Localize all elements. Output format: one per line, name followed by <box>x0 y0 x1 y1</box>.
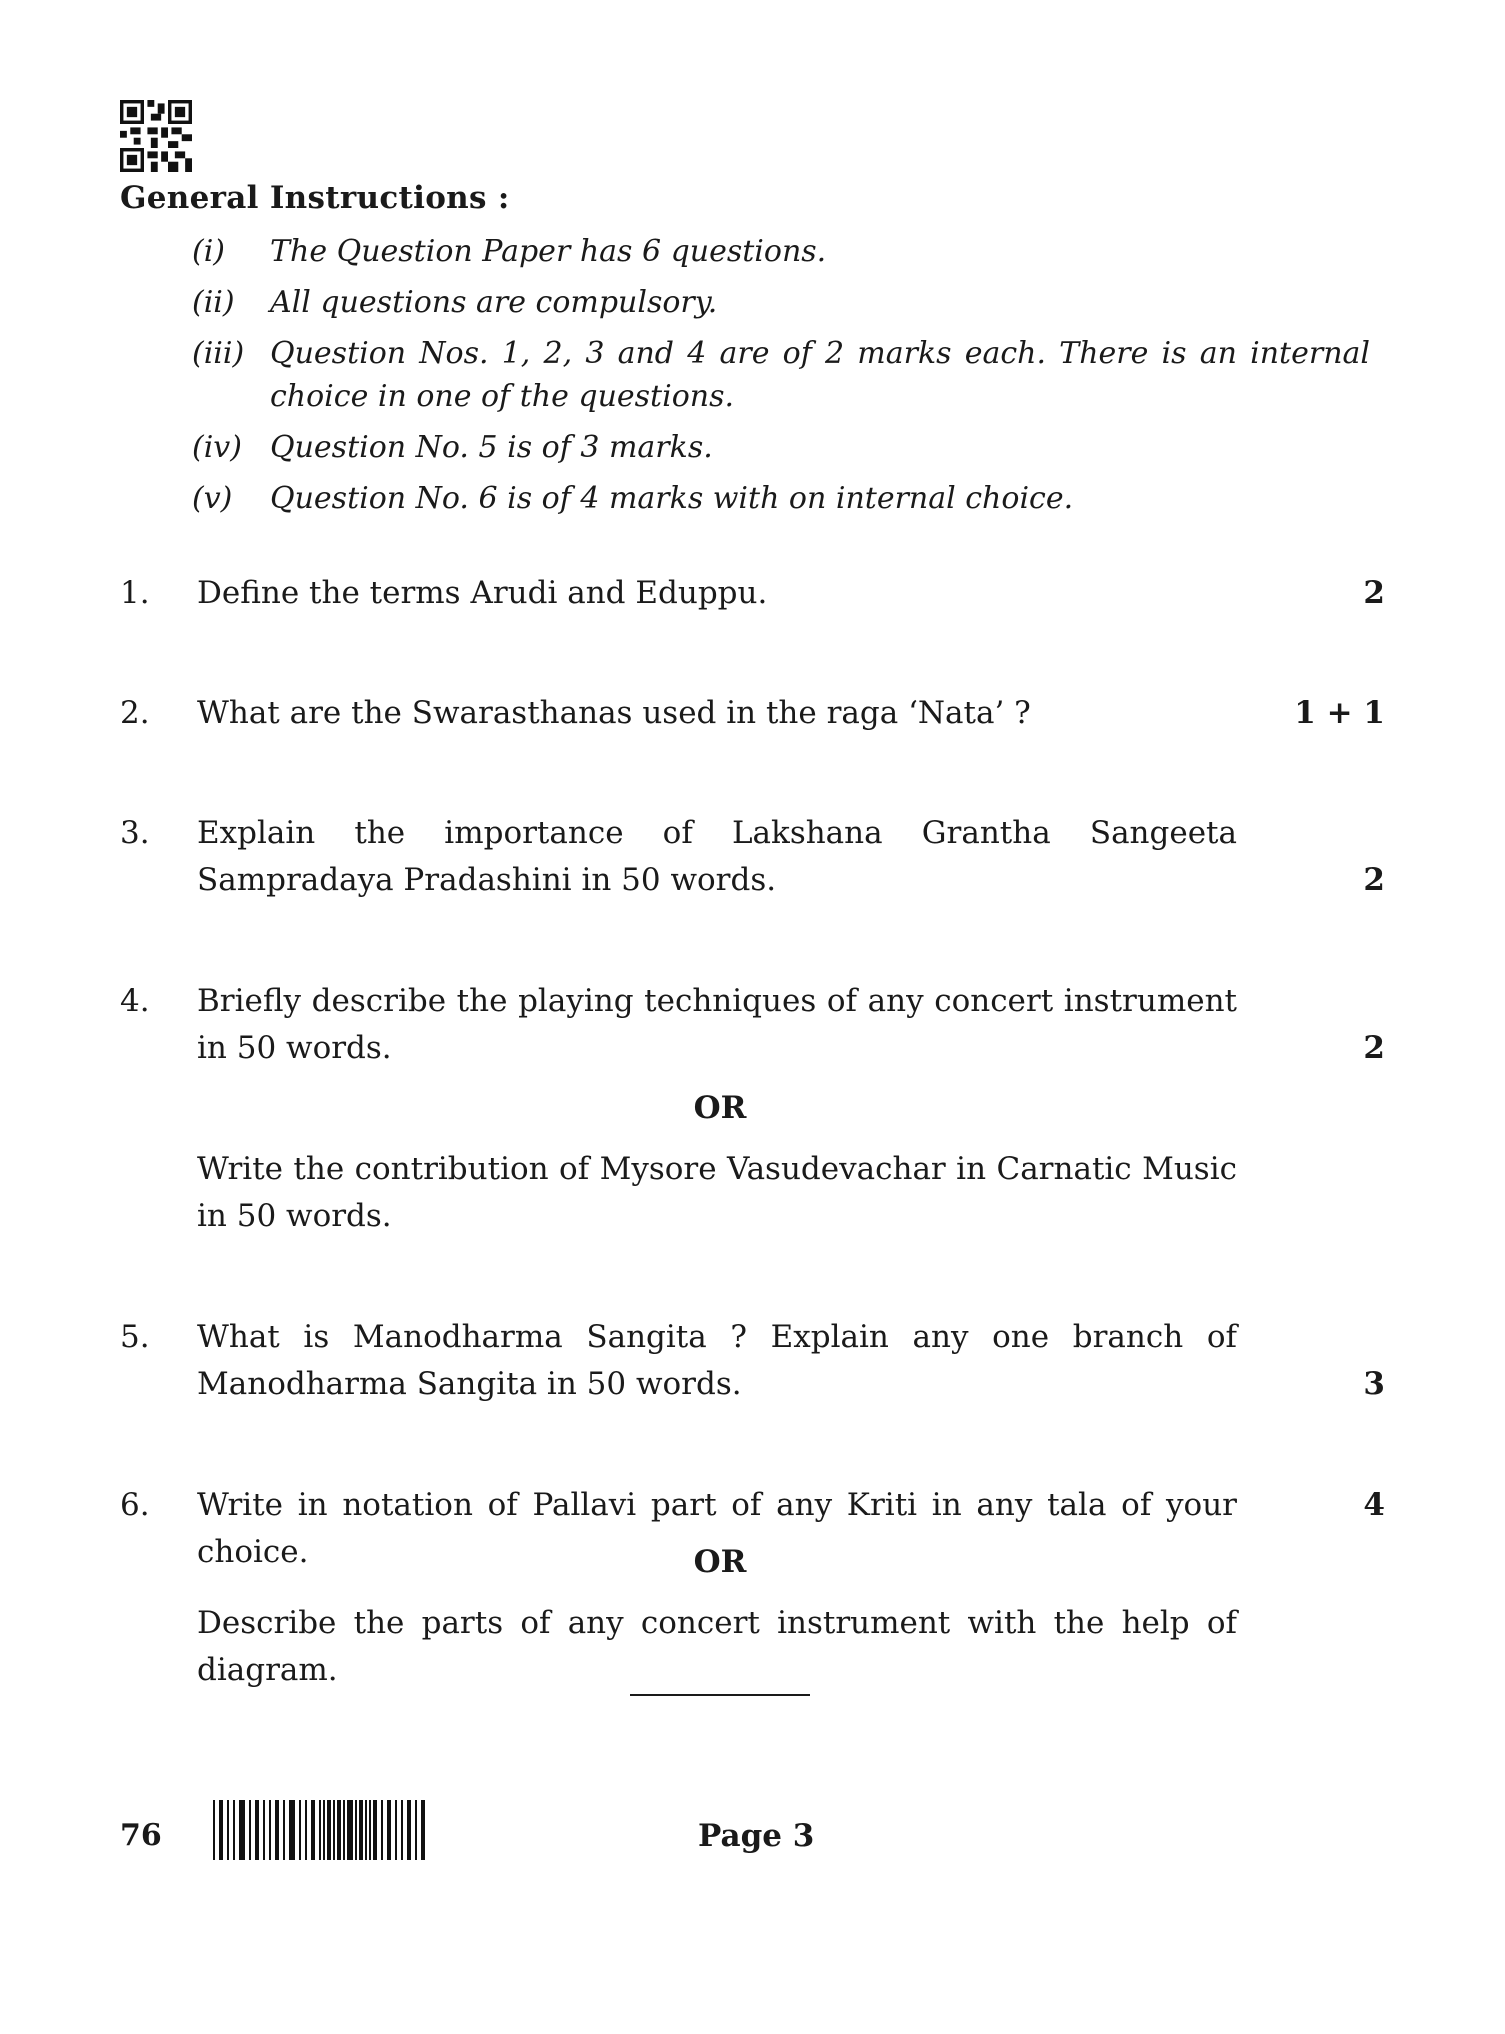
question-marks: 3 <box>1363 1366 1385 1402</box>
question-6-alternative: Describe the parts of any concert instrument with the help of diagram. <box>197 1605 1237 1688</box>
question-text: Define the terms Arudi and Eduppu. <box>197 575 768 611</box>
instruction-number: (v) <box>192 481 233 516</box>
question-marks: 2 <box>1363 575 1385 611</box>
question-marks: 2 <box>1363 862 1385 898</box>
question-number: 5. <box>120 1319 150 1355</box>
question-text: Explain the importance of Lakshana Grantha Sangeeta Sampradaya Pradashini in 50 words. <box>197 815 1237 898</box>
end-rule <box>630 1694 810 1696</box>
paper-code: 76 <box>120 1818 162 1853</box>
question-number: 3. <box>120 815 150 851</box>
question-number: 6. <box>120 1487 150 1523</box>
question-number: 4. <box>120 983 150 1019</box>
instruction-number: (i) <box>192 234 226 269</box>
instruction-text: The Question Paper has 6 questions. <box>270 234 827 269</box>
or-separator: OR <box>693 1544 747 1580</box>
or-separator: OR <box>693 1090 747 1126</box>
question-4-alternative: Write the contribution of Mysore Vasudevachar in Carnatic Music in 50 words. <box>197 1151 1237 1234</box>
question-text: What is Manodharma Sangita ? Explain any one branch of Manodharma Sangita in 50 words. <box>197 1319 1237 1402</box>
instruction-number: (ii) <box>192 285 235 320</box>
general-instructions-heading: General Instructions : <box>120 180 510 216</box>
question-text: Briefly describe the playing techniques of any concert instrument in 50 words. <box>197 983 1237 1066</box>
question-marks: 2 <box>1363 1030 1385 1066</box>
barcode <box>213 1800 425 1860</box>
instruction-text: Question No. 6 is of 4 marks with on internal choice. <box>270 481 1074 516</box>
page-number: Page 3 <box>698 1818 815 1854</box>
qr-code <box>120 100 192 172</box>
instruction-text: All questions are compulsory. <box>270 285 718 320</box>
question-marks: 4 <box>1363 1487 1385 1523</box>
instruction-text: Question No. 5 is of 3 marks. <box>270 430 713 465</box>
instruction-text: Question Nos. 1, 2, 3 and 4 are of 2 marks each. There is an internal choice in one of the questions. <box>270 336 1370 414</box>
question-number: 2. <box>120 695 150 731</box>
question-text: Write in notation of Pallavi part of any Kriti in any tala of your choice. <box>197 1487 1237 1570</box>
instruction-number: (iv) <box>192 430 242 465</box>
question-number: 1. <box>120 575 150 611</box>
question-marks: 1 + 1 <box>1294 695 1385 731</box>
question-text: What are the Swarasthanas used in the raga ‘Nata’ ? <box>197 695 1031 731</box>
instruction-number: (iii) <box>192 336 245 371</box>
